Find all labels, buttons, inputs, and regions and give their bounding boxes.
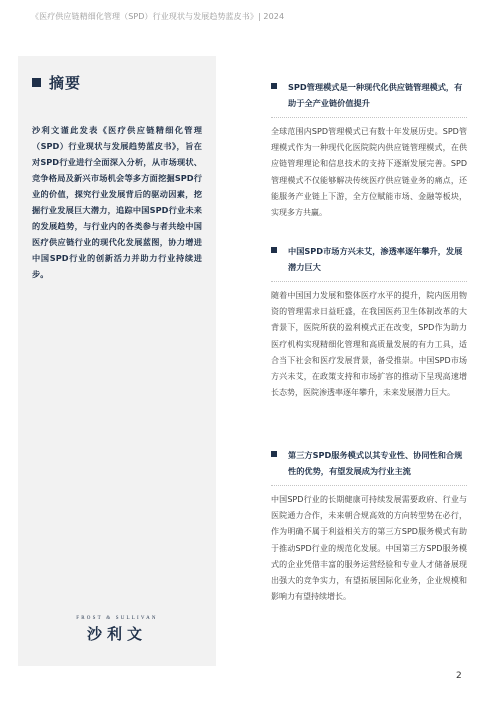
abstract-heading (32, 72, 81, 93)
square-bullet-icon (271, 83, 277, 89)
frost-sullivan-logo (18, 616, 216, 644)
section-spd-model (271, 79, 467, 221)
square-bullet-icon (32, 78, 41, 87)
abstract-title: 摘要 (49, 74, 82, 92)
section-heading-text: 中国SPD市场方兴未艾，渗透率逐年攀升，发展潜力巨大 (288, 246, 463, 272)
page-number: 2 (456, 671, 462, 681)
section-heading-text: 第三方SPD服务模式以其专业性、协同性和合规性的优势，有望发展成为行业主流 (288, 450, 463, 476)
dotted-divider (271, 281, 467, 282)
section-body: 全球范围内SPD管理模式已有数十年发展历史。SPD管理模式作为一种现代化医院院内供应链管理模式，在供应链管理理论和信息技术的支持下逐渐发展完善。SPD管理模式不仅能够解决传统医疗供应链业务的痛点，还能服务产业链上下游，全方位赋能市场、金融等板块，实现多方共赢。 (271, 127, 467, 218)
section-heading (271, 243, 467, 275)
square-bullet-icon (271, 247, 277, 253)
section-heading (271, 447, 467, 479)
logo-english: FROST & SULLIVAN (76, 616, 158, 621)
section-body: 随着中国国力发展和整体医疗水平的提升，院内医用物资的管理需求日益旺盛，在我国医药卫生体制改革的大背景下，医院所获的盈利模式正在改变，SPD作为助力医疗机构实现精细化管理和高质量发展的有力工具，适合当下社会和医疗发展背景，备受推崇。中国SPD市场方兴未艾，在政策支持和市场扩容的推动下呈现高速增长态势，医院渗透率逐年攀升，未来发展潜力巨大。 (271, 291, 467, 398)
dotted-divider (271, 117, 467, 118)
square-bullet-icon (271, 451, 277, 457)
abstract-panel (18, 56, 216, 666)
section-third-party (271, 447, 467, 605)
section-heading-text: SPD管理模式是一种现代化供应链管理模式，有助于全产业链价值提升 (288, 82, 463, 108)
dotted-divider (271, 485, 467, 486)
logo-chinese: 沙利文 (86, 625, 147, 643)
section-china-market (271, 243, 467, 401)
section-body: 中国SPD行业的长期健康可持续发展需要政府、行业与医院通力合作，未来朝合规高效的方向转型势在必行，作为明确不属于利益相关方的第三方SPD服务模式有助于推动SPD行业的规范化发展。中国第三方SPD服务模式的企业凭借丰富的服务运营经验和专业人才储备展现出强大的竞争实力，有望拓展国际化业务，企业规模和影响力有望持续增长。 (271, 495, 467, 602)
section-heading (271, 79, 467, 111)
abstract-body: 沙利文谨此发表《医疗供应链精细化管理（SPD）行业现状与发展趋势蓝皮书》，旨在对SPD行业进行全面深入分析，从市场现状、竞争格局及新兴市场机会等多方面挖掘SPD行业的价值，探究行业发展背后的驱动因素，挖掘行业发展巨大潜力，追踪中国SPD行业未来的发展趋势，与行业内的各类参与者共绘中国医疗供应链行业的现代化发展蓝图，协力增进中国SPD行业的创新活力并助力行业持续进步。 (32, 125, 202, 279)
report-header: 《医疗供应链精细化管理（SPD）行业现状与发展趋势蓝皮书》| 2024 (31, 12, 285, 21)
